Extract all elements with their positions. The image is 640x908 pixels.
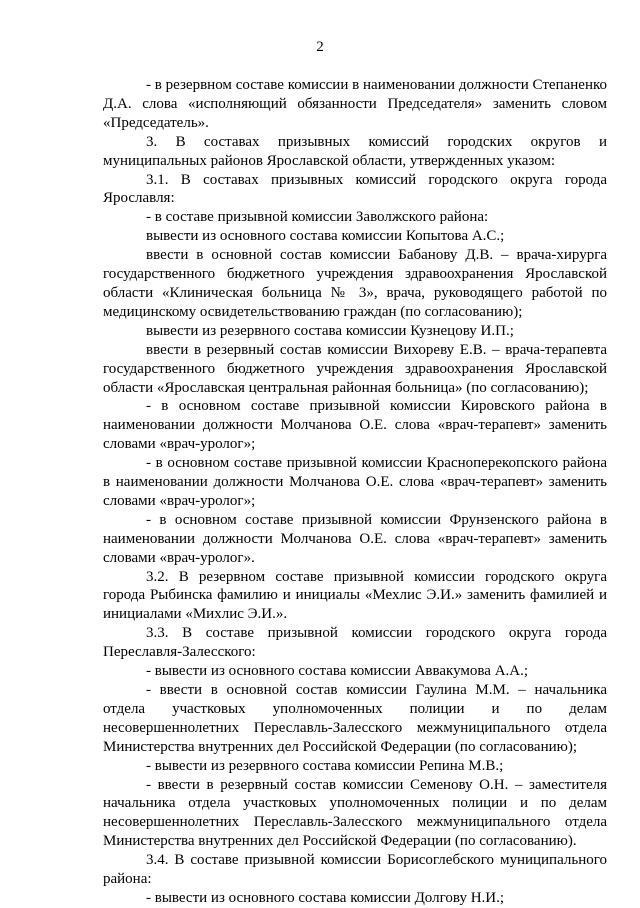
paragraph-frunzensky: - в основном составе призывной комиссии Фрунзенского района в наименовании должности Молчанова О.Е. слова «врач-терапевт» заменить словами «врач-уролог».: [103, 511, 607, 566]
paragraph-add-babanova: ввести в основной состав комиссии Бабанову Д.В. – врача-хирурга государственного бюджетного учреждения здравоохранения Ярославской области «Клиническая больница № 3», врача, руководящего работой по медицинскому освидетельствованию граждан (по согласованию);: [103, 247, 607, 320]
paragraph-remove-repin: - вывести из резервного состава комиссии Репина М.В.;: [146, 757, 504, 774]
paragraph-remove-dolgova: - вывести из основного состава комиссии Долгову Н.И.;: [146, 889, 505, 906]
paragraph-section-3-4: 3.4. В составе призывной комиссии Борисоглебского муниципального района:: [103, 852, 607, 888]
paragraph-zavolzhsky: - в составе призывной комиссии Заволжского района:: [146, 209, 489, 226]
paragraph-section-3-1: 3.1. В составах призывных комиссий городского округа города Ярославля:: [103, 171, 607, 207]
paragraph-add-gaulin: - ввести в основной состав комиссии Гаулина М.М. – начальника отдела участковых уполномоченных полиции и по делам несовершеннолетних Переславль-Залесского межмуниципального отдела Министерства внутренних дел Российской Федерации (по согласованию);: [103, 682, 607, 755]
paragraph-section-3-2: 3.2. В резервном составе призывной комиссии городского округа города Рыбинска фамилию и инициалы «Мехлис Э.И.» заменить фамилией и инициалами «Михлис Э.И.».: [103, 568, 607, 623]
paragraph-remove-avvakumov: - вывести из основного состава комиссии Аввакумова А.А.;: [146, 663, 529, 680]
page-number: 2: [316, 39, 324, 55]
document-body: [103, 76, 607, 908]
paragraph-kirovsky: - в основном составе призывной комиссии Кировского района в наименовании должности Молчанова О.Е. слова «врач-терапевт» заменить словами «врач-уролог»;: [103, 398, 607, 453]
paragraph-add-semenova: - ввести в резервный состав комиссии Семенову О.Н. – заместителя начальника отдела участковых уполномоченных полиции и по делам несовершеннолетних Переславль-Залесского межмуниципального отдела Министерства внутренних дел Российской Федерации (по согласованию).: [103, 776, 607, 850]
paragraph-add-vikhoreva: ввести в резервный состав комиссии Вихореву Е.В. – врача-терапевта государственного бюджетного учреждения здравоохранения Ярославской области «Ярославская центральная районная больница» (по согласованию);: [103, 341, 607, 396]
paragraph-section-3: 3. В составах призывных комиссий городских округов и муниципальных районов Ярославской области, утвержденных указом:: [103, 133, 607, 169]
paragraph-krasnoperekopsky: - в основном составе призывной комиссии Красноперекопского района в наименовании должности Молчанова О.Е. слова «врач-терапевт» заменить словами «врач-уролог»;: [103, 455, 607, 509]
paragraph-resident-chairman: - в резервном составе комиссии в наименовании должности Степаненко Д.А. слова «исполняющий обязанности Председателя» заменить словом «Председатель».: [103, 77, 607, 131]
paragraph-remove-kopytov: вывести из основного состава комиссии Копытова А.С.;: [146, 228, 505, 245]
paragraph-section-3-3: 3.3. В составе призывной комиссии городского округа города Переславля-Залесского:: [103, 625, 607, 661]
paragraph-remove-kuznetsova: вывести из резервного состава комиссии Кузнецову И.П.;: [146, 322, 514, 339]
